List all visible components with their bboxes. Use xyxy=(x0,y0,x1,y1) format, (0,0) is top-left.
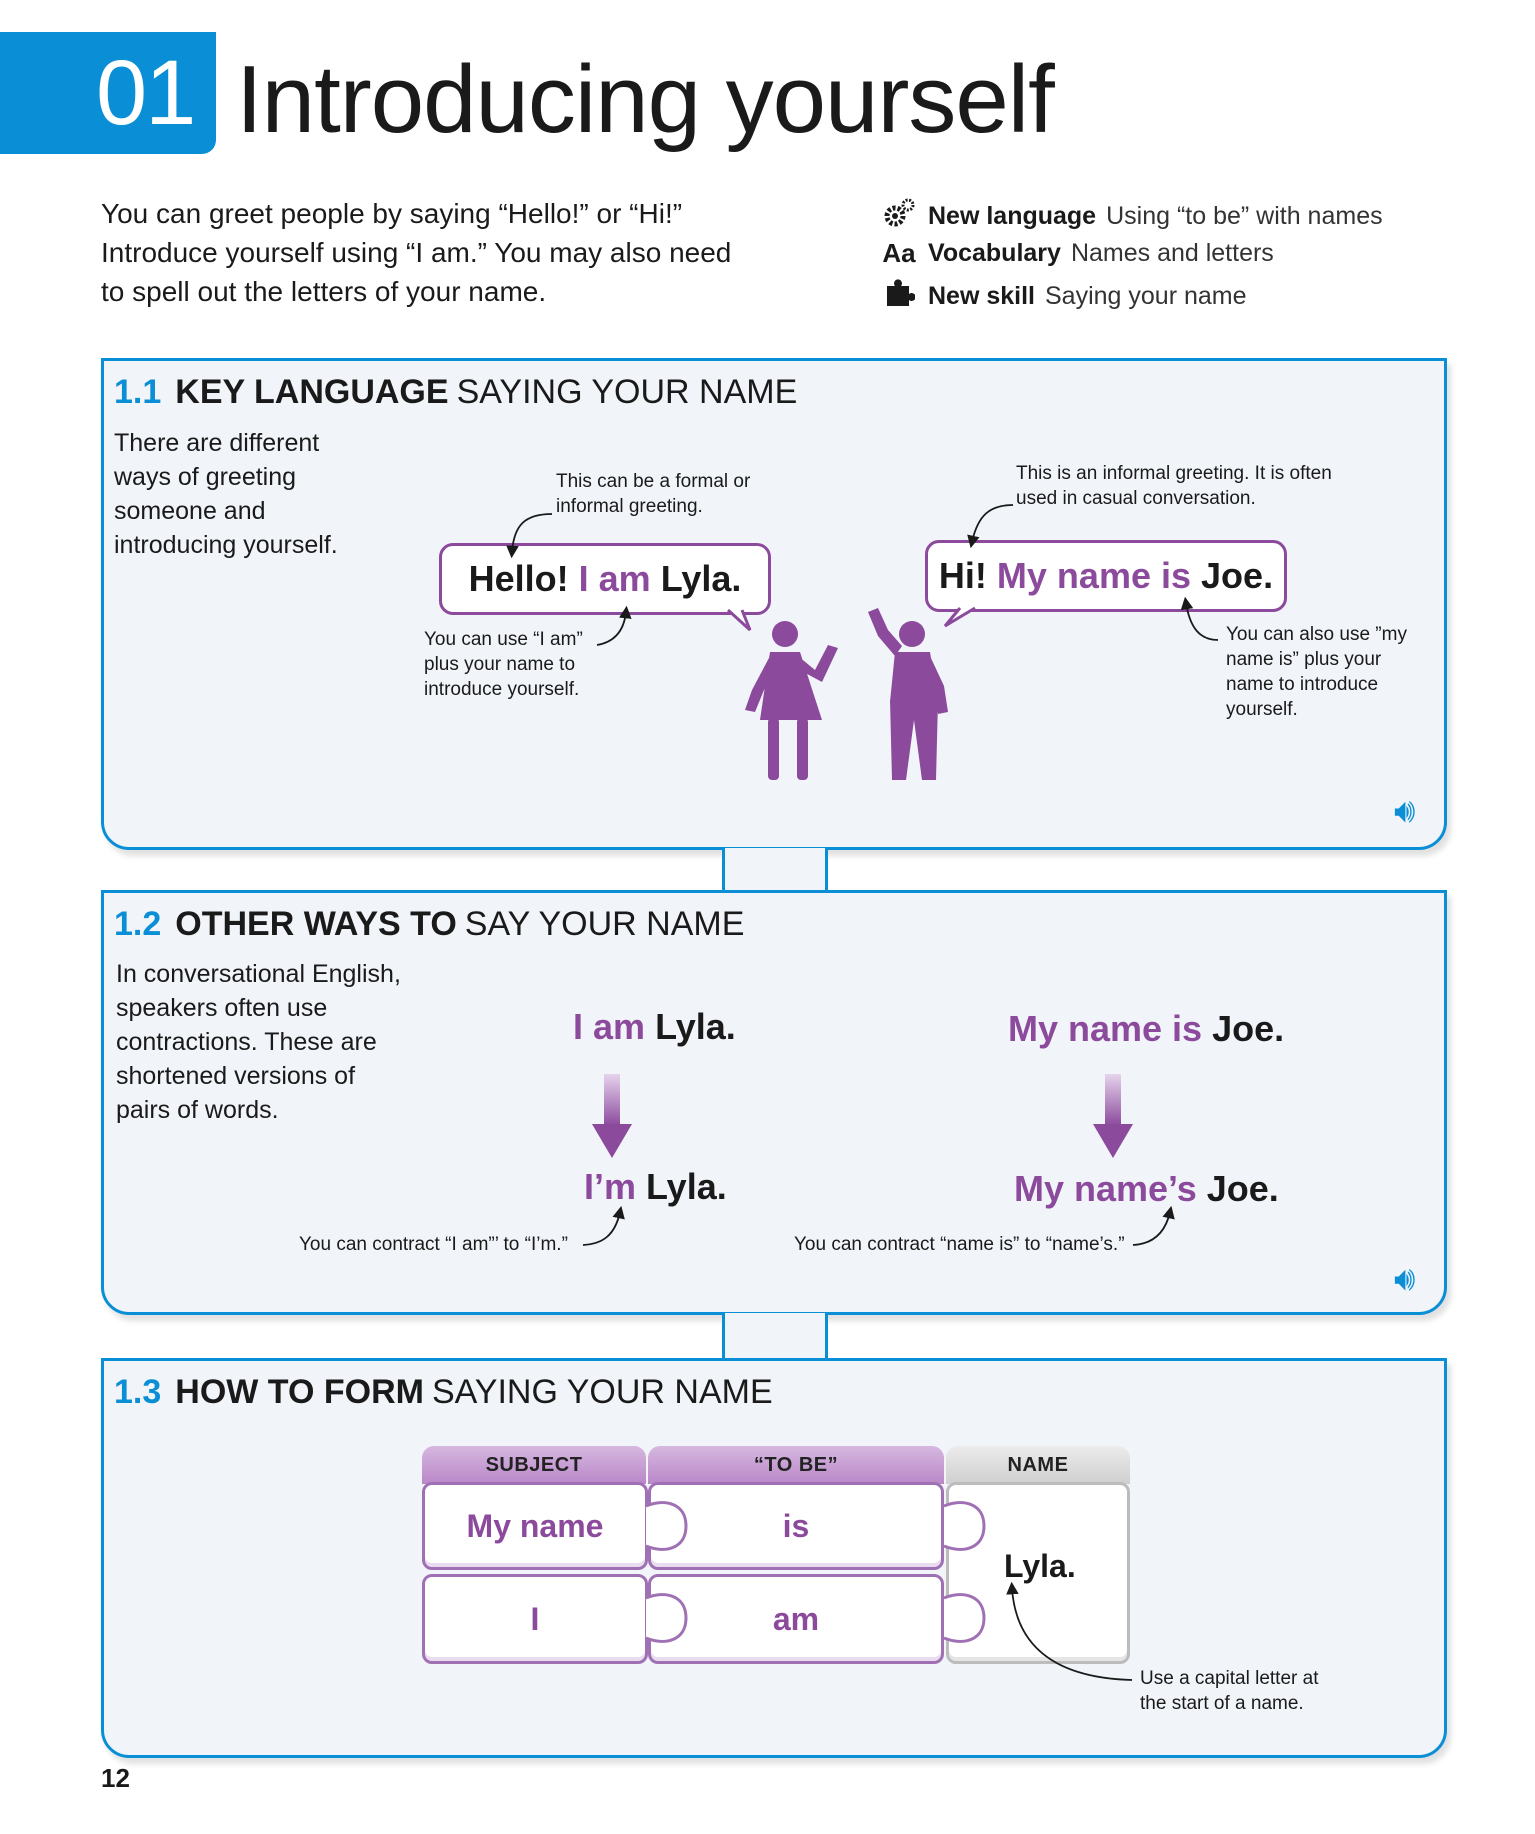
puzzle-knob xyxy=(646,1595,686,1642)
phrase-verb: My name is xyxy=(1008,1008,1203,1049)
puzzle-to-be-am: am xyxy=(648,1574,944,1664)
contraction-arrow-right xyxy=(1093,1074,1133,1158)
phrase-name: Lyla. xyxy=(646,1166,727,1207)
column-header-name: NAME xyxy=(946,1446,1130,1484)
phrase-verb: I’m xyxy=(584,1166,637,1207)
section-number: 1.1 xyxy=(114,373,162,411)
section-description: In conversational English, speakers often use contractions. These are shortened versions of pairs of words. xyxy=(116,960,401,1124)
puzzle-to-be-is: is xyxy=(648,1482,944,1570)
audio-speaker-icon[interactable]: 🔊︎ xyxy=(1394,792,1416,830)
arrow-capital-letter xyxy=(1012,1588,1132,1680)
section-title-rest: SAY YOUR NAME xyxy=(464,905,745,943)
phrase-verb: I am xyxy=(573,1006,646,1047)
arrow-contract-left xyxy=(583,1212,620,1245)
section-title-2 xyxy=(114,904,744,944)
note-my-name-is: You can also use ”my name is” plus your name to introduce yourself. xyxy=(1226,624,1407,720)
bubble-greeting: Hi! xyxy=(938,555,987,596)
arrow-contract-right xyxy=(1133,1212,1170,1245)
phrase-my-name-is-joe xyxy=(1008,1008,1284,1050)
puzzle-name-lyla: Lyla. xyxy=(1004,1548,1076,1584)
column-header-to-be: “TO BE” xyxy=(648,1446,944,1484)
phrase-i-am-lyla xyxy=(573,1006,736,1048)
bubble-greeting: Hello! xyxy=(468,558,569,599)
section-title-bold: HOW TO FORM xyxy=(175,1373,424,1411)
note-i-am: You can use “I am” plus your name to introduce yourself. xyxy=(424,629,583,700)
note-contract-i-am: You can contract “I am”’ to “I’m.” xyxy=(299,1234,568,1255)
arrow-informal xyxy=(972,505,1013,542)
bubble-name: Lyla. xyxy=(660,558,742,599)
section-number: 1.2 xyxy=(114,905,162,943)
section-title-bold: OTHER WAYS TO xyxy=(175,905,457,943)
bubble-name: Joe. xyxy=(1201,555,1274,596)
puzzle-knob xyxy=(646,1503,686,1550)
note-informal-greeting: This is an informal greeting. It is often used in casual conversation. xyxy=(1016,463,1332,509)
man-figure-icon xyxy=(868,608,948,780)
note-contract-name-is: You can contract “name is” to “name’s.” xyxy=(794,1234,1125,1255)
note-capital-letter: Use a capital letter at the start of a name. xyxy=(1140,1668,1319,1714)
bubble-verb: My name is xyxy=(996,555,1192,596)
phrase-name: Joe. xyxy=(1212,1008,1285,1049)
puzzle-knob xyxy=(944,1595,984,1642)
phrase-name: Lyla. xyxy=(655,1006,736,1047)
puzzle-knob xyxy=(944,1503,984,1550)
panel-connector xyxy=(722,1313,828,1362)
phrase-name: Joe. xyxy=(1206,1168,1279,1209)
audio-speaker-icon[interactable]: 🔊︎ xyxy=(1394,1260,1416,1298)
arrow-i-am xyxy=(597,612,626,645)
vocabulary-aa-icon: Aa xyxy=(882,238,916,268)
puzzle-subject-my-name: My name xyxy=(422,1482,648,1570)
page-number: 12 xyxy=(101,1763,130,1793)
meta-value: Using “to be” with names xyxy=(1106,202,1383,230)
arrow-formal xyxy=(512,514,552,552)
section-number: 1.3 xyxy=(114,1373,162,1411)
column-header-subject: SUBJECT xyxy=(422,1446,646,1484)
woman-figure-icon xyxy=(745,621,838,780)
section-title-3 xyxy=(114,1372,773,1412)
phrase-verb: My name’s xyxy=(1014,1168,1197,1209)
contraction-arrow-left xyxy=(592,1074,632,1158)
section2-arrows xyxy=(0,1060,1535,1260)
meta-value: Saying your name xyxy=(1045,282,1247,310)
meta-label: Vocabulary xyxy=(928,239,1061,267)
section-title-rest: SAYING YOUR NAME xyxy=(456,373,798,411)
section-description: There are different ways of greeting someone and introducing yourself. xyxy=(114,429,338,559)
bubble-tail-right xyxy=(945,608,975,626)
puzzle-subject-i: I xyxy=(422,1574,648,1664)
note-formal-greeting: This can be a formal or informal greeting. xyxy=(556,471,751,517)
arrow-my-name xyxy=(1186,603,1218,640)
chapter-number: 01 xyxy=(0,32,216,154)
section1-illustration xyxy=(0,0,1535,900)
section-title-rest: SAYING YOUR NAME xyxy=(431,1373,773,1411)
bubble-verb: I am xyxy=(578,558,651,599)
section-title-bold: KEY LANGUAGE xyxy=(175,373,449,411)
meta-label: New language xyxy=(928,202,1097,230)
page-title: Introducing yourself xyxy=(236,46,1054,153)
meta-label: New skill xyxy=(928,282,1035,310)
intro-text: You can greet people by saying “Hello!” or “Hi!” Introduce yourself using “I am.” You may also need to spell out the letters of your name. xyxy=(101,198,732,307)
meta-value: Names and letters xyxy=(1070,239,1274,267)
bubble-tail-left xyxy=(728,610,750,630)
